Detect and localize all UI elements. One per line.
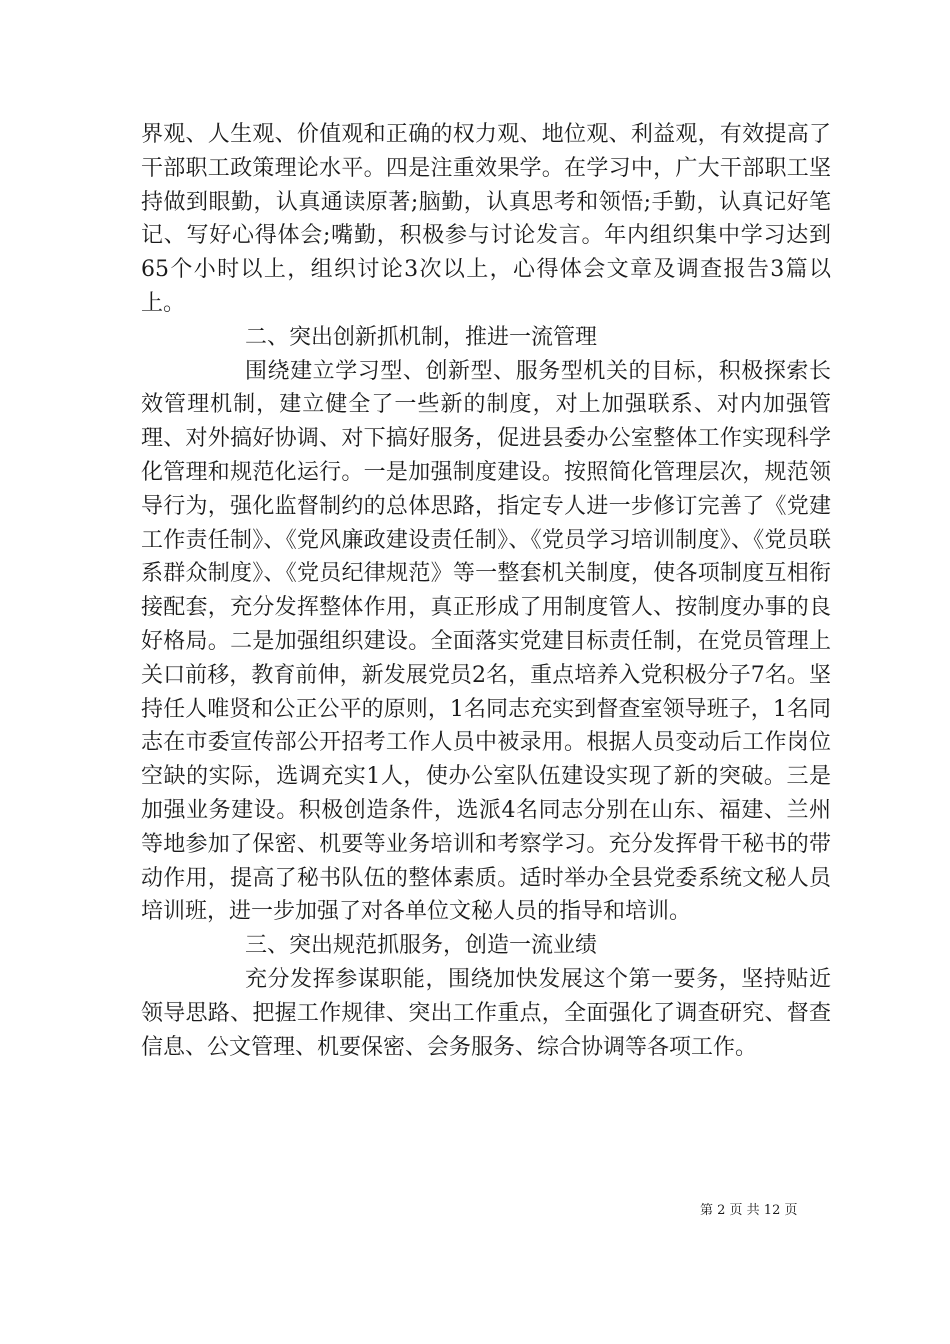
section-heading-3: 三、突出规范抓服务，创造一流业绩 xyxy=(245,933,598,959)
document-body xyxy=(141,118,831,1064)
page-number-footer: 第 2 页 共 12 页 xyxy=(700,1203,798,1218)
section-heading-2: 二、突出创新抓机制，推进一流管理 xyxy=(245,324,598,350)
paragraph-body: 充分发挥参谋职能，围绕加快发展这个第一要务，坚持贴近领导思路、把握工作规律、突出工作重点，全面强化了调查研究、督查信息、公文管理、机要保密、会务服务、综合协调等各项工作。 xyxy=(141,966,831,1060)
paragraph-body: 围绕建立学习型、创新型、服务型机关的目标，积极探索长效管理机制，建立健全了一些新的制度，对上加强联系、对内加强管理、对外搞好协调、对下搞好服务，促进县委办公室整体工作实现科学化管理和规范化运行。一是加强制度建设。按照简化管理层次，规范领导行为，强化监督制约的总体思路，指定专人进一步修订完善了《党建工作责任制》、《党风廉政建设责任制》、《党员学习培训制度》、《党员联系群众制度》、《党员纪律规范》等一整套机关制度，使各项制度互相衔接配套，充分发挥整体作用，真正形成了用制度管人、按制度办事的良好格局。二是加强组织建设。全面落实党建目标责任制，在党员管理上关口前移，教育前伸，新发展党员2名，重点培养入党积极分子7名。坚持任人唯贤和公正公平的原则，1名同志充实到督查室领导班子，1名同志在市委宣传部公开招考工作人员中被录用。根据人员变动后工作岗位空缺的实际，选调充实1人，使办公室队伍建设实现了新的突破。三是加强业务建设。积极创造条件，选派4名同志分别在山东、福建、兰州等地参加了保密、机要等业务培训和考察学习。充分发挥骨干秘书的带动作用，提高了秘书队伍的整体素质。适时举办全县党委系统文秘人员培训班，进一步加强了对各单位文秘人员的指导和培训。 xyxy=(141,358,831,925)
paragraph-continuation: 界观、人生观、价值观和正确的权力观、地位观、利益观，有效提高了干部职工政策理论水平。四是注重效果学。在学习中，广大干部职工坚持做到眼勤，认真通读原著;脑勤，认真思考和领悟;手勤，认真记好笔记、写好心得体会;嘴勤，积极参与讨论发言。年内组织集中学习达到65个小时以上，组织讨论3次以上，心得体会文章及调查报告3篇以上。 xyxy=(141,122,831,316)
